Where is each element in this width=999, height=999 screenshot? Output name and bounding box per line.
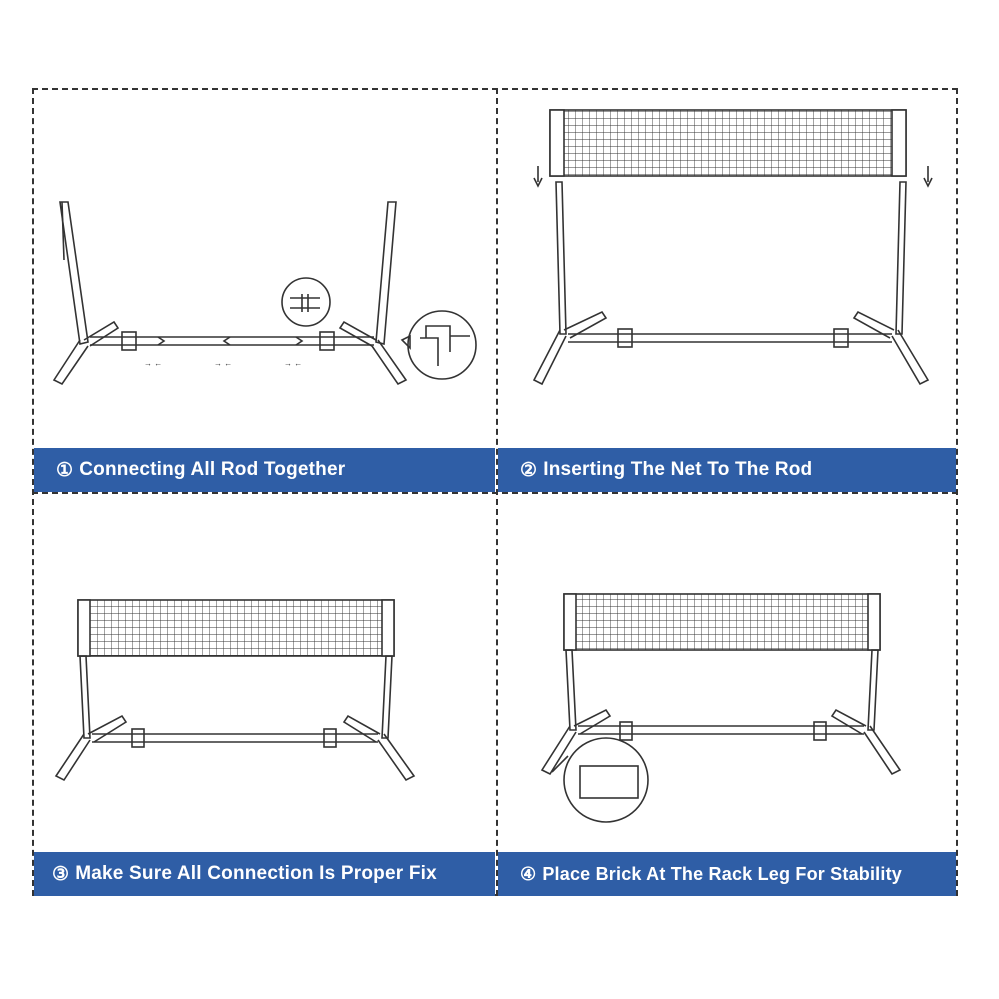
step-1-banner: [34, 448, 495, 492]
step-2-panel: [498, 90, 956, 446]
step-1-label: Connecting All Rod Together: [79, 459, 346, 480]
step-1-number: ①: [56, 459, 74, 481]
step-4-illustration: [498, 494, 956, 850]
svg-text:→ ←: → ←: [144, 359, 163, 368]
step-3-illustration: [34, 494, 496, 850]
step-2-label: Inserting The Net To The Rod: [543, 459, 813, 480]
svg-text:→ ←: → ←: [214, 359, 233, 368]
step-3-panel: [34, 494, 496, 850]
step-4-banner: [498, 852, 956, 896]
step-3-banner: [34, 852, 495, 896]
step-1-illustration: [34, 90, 496, 446]
step-2-illustration: [498, 90, 956, 446]
step-3-number: ③: [52, 863, 70, 885]
step-4-panel: [498, 494, 956, 850]
step-3-label: Make Sure All Connection Is Proper Fix: [75, 863, 437, 884]
step-4-number: ④: [520, 863, 537, 884]
svg-text:→ ←: → ←: [284, 359, 303, 368]
step-2-banner: [498, 448, 956, 492]
step-1-panel: [34, 90, 496, 446]
step-2-number: ②: [520, 459, 538, 481]
step-4-label: Place Brick At The Rack Leg For Stability: [542, 863, 902, 884]
arrow-hints: [144, 359, 302, 368]
